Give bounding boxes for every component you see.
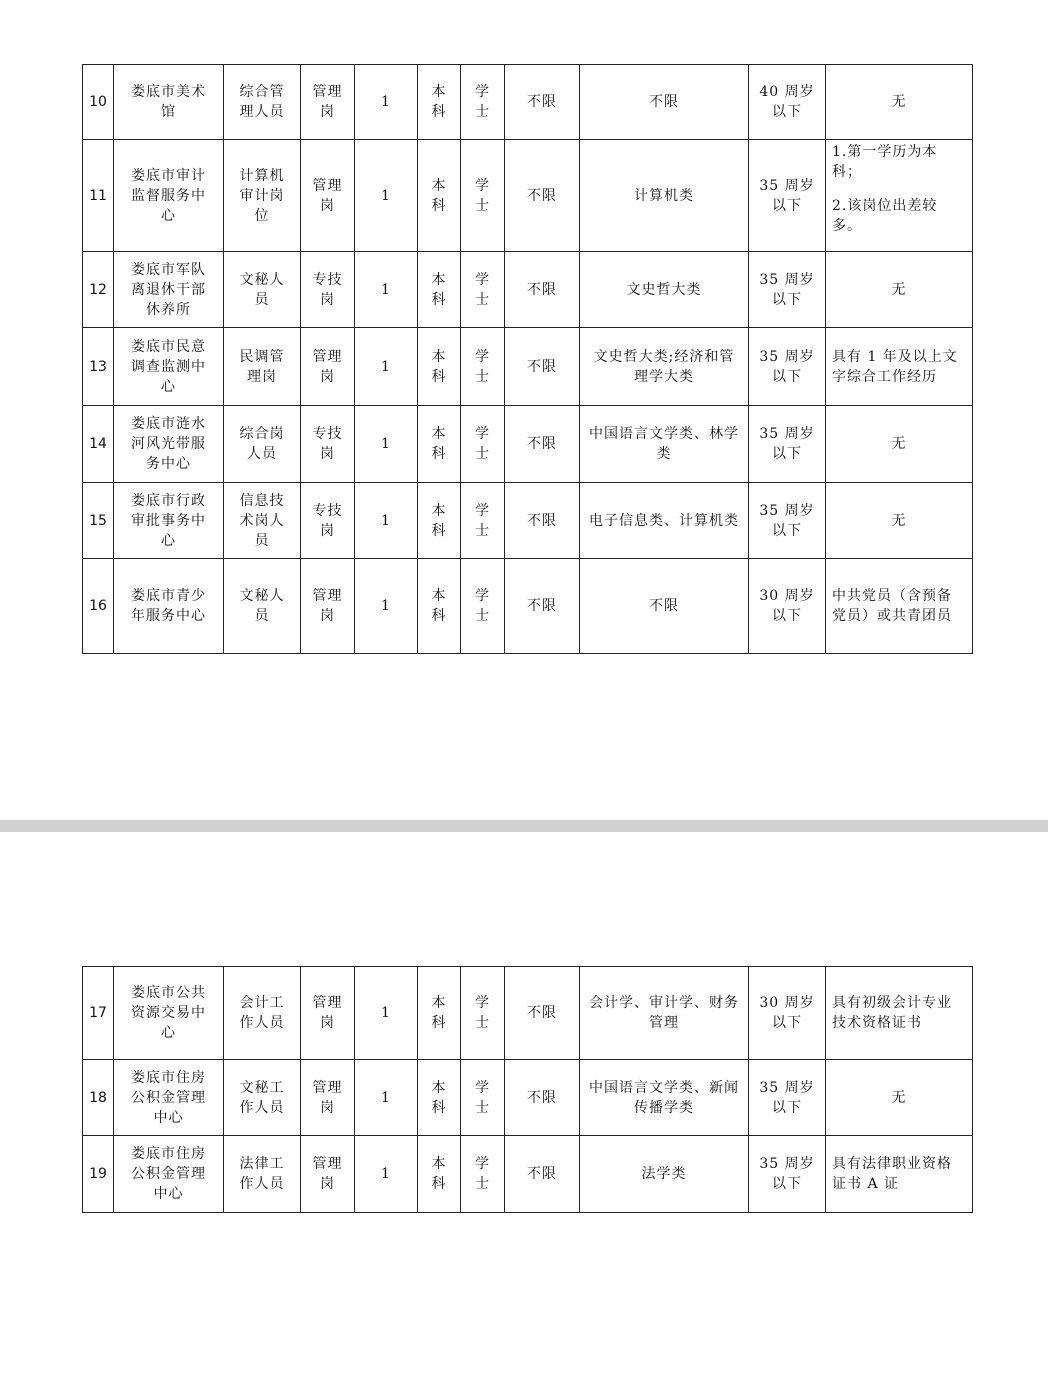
other-requirements [826,1060,973,1136]
hiring-unit [114,406,224,483]
major-requirement-text: 文史哲大类 [626,281,702,298]
post-type [301,65,355,140]
hiring-unit-text: 娄底市住房公积金管理中心 [131,1069,206,1126]
degree [461,1136,505,1213]
post-type [301,559,355,654]
degree [461,406,505,483]
position-name [224,967,301,1060]
table-row [83,328,973,406]
other-requirements [826,65,973,140]
education-level [418,967,461,1060]
age-requirement-text: 40 周岁以下 [759,84,815,120]
major-limit: 不限 [505,252,580,328]
major-limit: 不限 [505,328,580,406]
major-requirement-text: 电子信息类、计算机类 [589,512,739,529]
education-level [418,65,461,140]
major-limit: 不限 [505,967,580,1060]
other-requirements [826,140,973,252]
position-name [224,1060,301,1136]
position-name-text: 信息技术岗人员 [239,492,285,549]
major-requirement [580,406,749,483]
age-requirement-text: 30 周岁以下 [759,588,815,624]
education-level [418,559,461,654]
degree [461,65,505,140]
major-requirement [580,1060,749,1136]
age-requirement [749,328,826,406]
major-requirement-text: 中国语言文学类、林学类 [589,426,739,462]
major-limit: 不限 [505,559,580,654]
table-row [83,559,973,654]
hiring-count: 1 [355,140,418,252]
post-type [301,1060,355,1136]
post-type-text: 专技岗 [312,271,343,308]
hiring-unit-text: 娄底市行政审批事务中心 [131,492,206,549]
major-limit: 不限 [505,140,580,252]
major-requirement-text: 文史哲大类;经济和管理学大类 [593,348,735,385]
education-level-text: 本科 [431,84,447,120]
other-requirements [826,252,973,328]
hiring-count: 1 [355,967,418,1060]
post-type [301,406,355,483]
post-type-text: 管理岗 [312,84,343,120]
position-name [224,140,301,252]
hiring-count: 1 [355,559,418,654]
age-requirement [749,967,826,1060]
hiring-unit-text: 娄底市青少年服务中心 [131,588,206,624]
row-number: 10 [83,65,114,140]
hiring-unit [114,483,224,559]
age-requirement-text: 35 周岁以下 [759,1156,815,1192]
education-level-text: 本科 [431,588,447,624]
position-name-text: 文秘人员 [239,271,285,308]
degree-text: 学士 [475,1079,490,1116]
hiring-count: 1 [355,328,418,406]
education-level-text: 本科 [431,426,447,462]
post-type-text: 管理岗 [312,995,343,1031]
post-type-text: 管理岗 [312,588,343,624]
hiring-unit-text: 娄底市涟水河风光带服务中心 [131,416,206,472]
post-type-text: 管理岗 [312,1156,343,1192]
table-row [83,483,973,559]
major-requirement [580,967,749,1060]
education-level [418,1136,461,1213]
requirement-item: 无 [891,281,907,298]
major-requirement-text: 计算机类 [634,187,694,204]
row-number: 15 [83,483,114,559]
age-requirement [749,65,826,140]
position-name-text: 综合岗人员 [239,426,285,462]
requirement-item: 无 [891,1089,907,1106]
row-number: 13 [83,328,114,406]
position-name-text: 法律工作人员 [239,1156,285,1192]
degree-text: 学士 [475,84,490,120]
requirement-item: 具有初级会计专业技术资格证书 [832,995,952,1031]
education-level [418,406,461,483]
position-name [224,559,301,654]
degree [461,328,505,406]
hiring-count: 1 [355,1136,418,1213]
age-requirement-text: 35 周岁以下 [759,177,815,214]
other-requirements [826,1136,973,1213]
other-requirements [826,483,973,559]
major-requirement-text: 法学类 [641,1166,687,1182]
hiring-count: 1 [355,65,418,140]
education-level-text: 本科 [431,502,447,539]
major-requirement-text: 中国语言文学类、新闻传播学类 [589,1079,739,1116]
age-requirement [749,252,826,328]
hiring-count: 1 [355,1060,418,1136]
major-requirement [580,65,749,140]
post-type [301,328,355,406]
major-requirement-text: 不限 [649,94,679,110]
table-row [83,65,973,140]
major-limit: 不限 [505,1060,580,1136]
row-number: 11 [83,140,114,252]
row-number: 19 [83,1136,114,1213]
post-type-text: 管理岗 [312,177,343,214]
age-requirement-text: 35 周岁以下 [759,1079,815,1116]
other-requirements [826,967,973,1060]
hiring-unit [114,1136,224,1213]
major-limit: 不限 [505,406,580,483]
age-requirement-text: 35 周岁以下 [759,502,815,539]
post-type [301,967,355,1060]
hiring-unit [114,252,224,328]
hiring-count: 1 [355,252,418,328]
degree [461,559,505,654]
age-requirement [749,1060,826,1136]
hiring-unit-text: 娄底市住房公积金管理中心 [131,1146,206,1202]
degree [461,140,505,252]
row-number: 16 [83,559,114,654]
age-requirement-text: 35 周岁以下 [759,426,815,462]
other-requirements [826,328,973,406]
major-requirement [580,559,749,654]
education-level-text: 本科 [431,1156,447,1192]
post-type-text: 专技岗 [312,426,343,462]
age-requirement [749,1136,826,1213]
education-level-text: 本科 [431,995,447,1031]
position-name [224,65,301,140]
age-requirement [749,406,826,483]
hiring-unit [114,65,224,140]
position-name [224,252,301,328]
education-level-text: 本科 [431,177,447,214]
table-row [83,967,973,1060]
table-row [83,1136,973,1213]
major-requirement [580,1136,749,1213]
major-requirement-text: 会计学、审计学、财务管理 [589,995,739,1031]
recruitment-table-1 [82,64,973,654]
other-requirements [826,406,973,483]
age-requirement [749,559,826,654]
hiring-unit [114,1060,224,1136]
hiring-unit [114,967,224,1060]
education-level [418,483,461,559]
age-requirement [749,483,826,559]
post-type-text: 管理岗 [312,348,343,385]
requirement-item: 2.该岗位出差较多。 [832,198,938,234]
education-level [418,252,461,328]
row-number: 12 [83,252,114,328]
age-requirement-text: 35 周岁以下 [759,348,815,385]
major-requirement-text: 不限 [649,598,679,614]
requirement-item: 无 [891,94,907,110]
position-name-text: 文秘人员 [239,588,285,624]
row-number: 17 [83,967,114,1060]
hiring-unit [114,140,224,252]
position-name [224,483,301,559]
major-limit: 不限 [505,483,580,559]
table-row [83,252,973,328]
degree [461,967,505,1060]
hiring-unit-text: 娄底市审计监督服务中心 [131,167,206,224]
hiring-unit-text: 娄底市民意调查监测中心 [131,338,206,395]
hiring-unit [114,559,224,654]
degree-text: 学士 [475,995,490,1031]
age-requirement-text: 35 周岁以下 [759,271,815,308]
hiring-unit-text: 娄底市美术馆 [131,84,206,120]
degree-text: 学士 [475,348,490,385]
position-name-text: 文秘工作人员 [239,1079,285,1116]
degree-text: 学士 [475,271,490,308]
education-level-text: 本科 [431,348,447,385]
other-requirements [826,559,973,654]
major-requirement [580,328,749,406]
education-level [418,328,461,406]
degree-text: 学士 [475,502,490,539]
post-type [301,483,355,559]
major-limit: 不限 [505,1136,580,1213]
post-type [301,140,355,252]
education-level [418,1060,461,1136]
requirement-item: 具有法律职业资格证书 A 证 [832,1156,952,1192]
age-requirement-text: 30 周岁以下 [759,995,815,1031]
post-type [301,252,355,328]
major-requirement [580,140,749,252]
degree [461,252,505,328]
hiring-unit [114,328,224,406]
position-name-text: 会计工作人员 [239,995,285,1031]
degree [461,483,505,559]
position-name-text: 计算机审计岗位 [239,167,285,224]
position-name-text: 民调管理岗 [239,348,285,385]
row-number: 18 [83,1060,114,1136]
degree-text: 学士 [475,1156,490,1192]
hiring-unit-text: 娄底市军队离退休干部休养所 [131,261,206,318]
hiring-count: 1 [355,406,418,483]
post-type [301,1136,355,1213]
table-row [83,1060,973,1136]
position-name [224,328,301,406]
hiring-count: 1 [355,483,418,559]
requirement-item: 1.第一学历为本科； [832,144,938,180]
position-name-text: 综合管理人员 [239,84,285,120]
position-name [224,1136,301,1213]
table-row [83,140,973,252]
hiring-unit-text: 娄底市公共资源交易中心 [131,985,206,1041]
post-type-text: 管理岗 [312,1079,343,1116]
row-number: 14 [83,406,114,483]
position-name [224,406,301,483]
table-row [83,406,973,483]
major-requirement [580,252,749,328]
degree [461,1060,505,1136]
requirement-item: 无 [891,512,907,529]
requirement-item: 无 [891,436,907,452]
post-type-text: 专技岗 [312,502,343,539]
major-requirement [580,483,749,559]
education-level-text: 本科 [431,271,447,308]
education-level-text: 本科 [431,1079,447,1116]
degree-text: 学士 [475,588,490,624]
requirement-item: 具有 1 年及以上文字综合工作经历 [832,348,958,385]
major-limit: 不限 [505,65,580,140]
page-separator [0,820,1048,832]
requirement-item: 中共党员（含预备党员）或共青团员 [832,588,952,624]
degree-text: 学士 [475,177,490,214]
education-level [418,140,461,252]
degree-text: 学士 [475,426,490,462]
recruitment-table-2 [82,966,973,1213]
age-requirement [749,140,826,252]
